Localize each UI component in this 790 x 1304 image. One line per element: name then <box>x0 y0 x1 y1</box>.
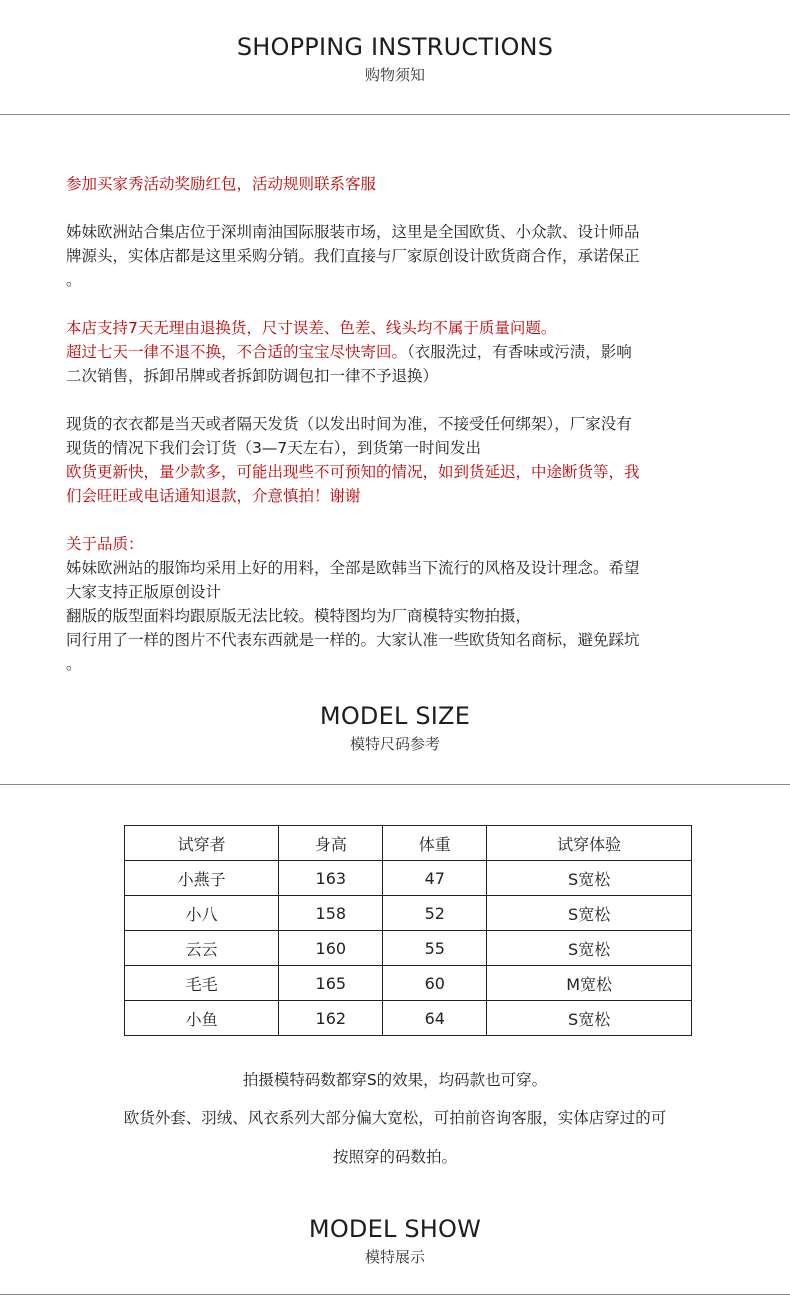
size-note-line: 按照穿的码数拍。 <box>332 1148 457 1166</box>
cell-height: 158 <box>279 896 383 931</box>
intro-line: 牌源头，实体店都是这里采购分销。我们直接与厂家原创设计欧货商合作，承诺保正 <box>66 247 640 265</box>
cell-fit: S宽松 <box>487 1001 692 1036</box>
cell-fit: S宽松 <box>487 896 692 931</box>
cell-weight: 64 <box>383 1001 487 1036</box>
shipping-warning-line: 欧货更新快，量少款多，可能出现些不可预知的情况，如到货延迟，中途断货等，我 <box>66 463 640 481</box>
shopping-instructions-header <box>0 32 790 86</box>
model-size-title: MODEL SIZE <box>319 702 471 730</box>
model-show-header <box>0 1214 790 1268</box>
quality-line: 姊妹欧洲站的服饰均采用上好的用料，全部是欧韩当下流行的风格及设计理念。希望 <box>66 559 640 577</box>
table-row <box>125 1001 692 1036</box>
cell-weight: 55 <box>383 931 487 966</box>
shipping-line: 现货的衣衣都是当天或者隔天发货（以发出时间为准，不接受任何绑架），厂家没有 <box>66 415 632 433</box>
cell-fit: M宽松 <box>487 966 692 1001</box>
header-tester: 试穿者 <box>125 826 279 861</box>
model-show-title: MODEL SHOW <box>308 1215 482 1243</box>
return-policy-red: 超过七天一律不退不换，不合适的宝宝尽快寄回。 <box>66 343 408 361</box>
cell-tester: 毛毛 <box>125 966 279 1001</box>
quality-line: 翻版的版型面料均跟原版无法比较。模特图均为厂商模特实物拍摄， <box>66 607 532 625</box>
table-row <box>125 896 692 931</box>
cell-tester: 云云 <box>125 931 279 966</box>
header-height: 身高 <box>279 826 383 861</box>
cell-height: 162 <box>279 1001 383 1036</box>
shopping-instructions-subtitle: 购物须知 <box>364 66 425 84</box>
cell-fit: S宽松 <box>487 931 692 966</box>
return-policy-note: （衣服洗过，有香味或污渍，影响 <box>407 343 632 361</box>
cell-weight: 60 <box>383 966 487 1001</box>
promo-text: 参加买家秀活动奖励红包，活动规则联系客服 <box>66 175 377 193</box>
size-note-line: 欧货外套、羽绒、风衣系列大部分偏大宽松，可拍前咨询客服，实体店穿过的可 <box>123 1109 667 1127</box>
instructions-content <box>66 172 734 676</box>
model-size-table <box>124 825 692 1036</box>
shipping-warning-line: 们会旺旺或电话通知退款，介意慎拍！谢谢 <box>66 487 361 505</box>
intro-line: 。 <box>66 271 82 289</box>
quality-line: 同行用了一样的图片不代表东西就是一样的。大家认准一些欧货知名商标，避免踩坑 <box>66 631 640 649</box>
shopping-instructions-title: SHOPPING INSTRUCTIONS <box>236 33 554 61</box>
return-policy-line: 二次销售，拆卸吊牌或者拆卸防调包扣一律不予退换） <box>66 367 439 385</box>
cell-tester: 小八 <box>125 896 279 931</box>
model-size-subtitle: 模特尺码参考 <box>349 735 440 753</box>
header-fit: 试穿体验 <box>487 826 692 861</box>
cell-tester: 小燕子 <box>125 861 279 896</box>
quality-heading: 关于品质： <box>66 535 144 553</box>
table-row <box>125 931 692 966</box>
table-row <box>125 966 692 1001</box>
table-row <box>125 861 692 896</box>
cell-weight: 52 <box>383 896 487 931</box>
size-note-line: 拍摄模特码数都穿S的效果，均码款也可穿。 <box>242 1071 548 1089</box>
cell-height: 165 <box>279 966 383 1001</box>
divider <box>0 784 790 785</box>
return-policy-line: 本店支持7天无理由退换货，尺寸误差、色差、线头均不属于质量问题。 <box>66 319 557 337</box>
divider <box>0 114 790 115</box>
cell-height: 163 <box>279 861 383 896</box>
divider <box>0 1294 790 1295</box>
header-weight: 体重 <box>383 826 487 861</box>
cell-weight: 47 <box>383 861 487 896</box>
return-policy-line <box>66 340 734 364</box>
shipping-line: 现货的情况下我们会订货（3—7天左右），到货第一时间发出 <box>66 439 481 457</box>
model-show-subtitle: 模特展示 <box>364 1248 425 1266</box>
cell-tester: 小鱼 <box>125 1001 279 1036</box>
intro-line: 姊妹欧洲站合集店位于深圳南油国际服装市场，这里是全国欧货、小众款、设计师品 <box>66 223 640 241</box>
cell-fit: S宽松 <box>487 861 692 896</box>
table-header-row <box>125 826 692 861</box>
model-size-header <box>0 701 790 755</box>
quality-line: 。 <box>66 655 82 673</box>
quality-line: 大家支持正版原创设计 <box>66 583 222 601</box>
cell-height: 160 <box>279 931 383 966</box>
